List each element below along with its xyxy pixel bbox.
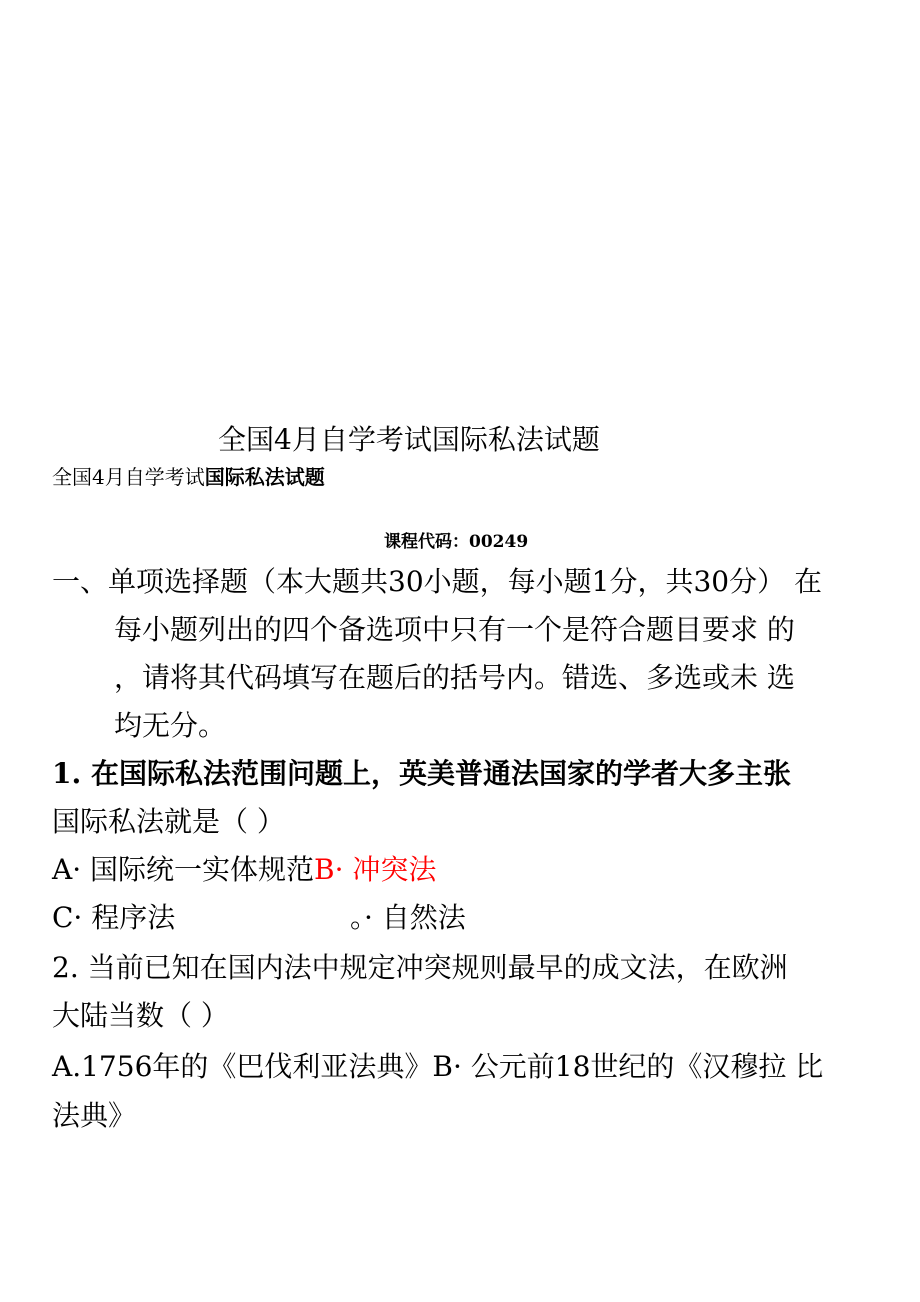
question-1 bbox=[52, 750, 878, 798]
document-subtitle bbox=[52, 461, 325, 490]
question-1-options-cd bbox=[52, 894, 878, 942]
question-1-option-d: 。· 自然法 bbox=[350, 901, 466, 934]
question-1-option-b: B· 冲突法 bbox=[314, 853, 437, 886]
question-2-cont bbox=[52, 992, 878, 1040]
question-1-cont bbox=[52, 798, 878, 846]
question-2-line-2: 大陆当数（ ） bbox=[52, 999, 229, 1032]
section-1-line-4: 均无分。 bbox=[114, 709, 227, 742]
question-1-option-a: A· 国际统一实体规范 bbox=[52, 853, 315, 886]
question-2-options-ab bbox=[52, 1043, 878, 1091]
course-code: 课程代码：00249 bbox=[384, 532, 529, 552]
question-1-option-c: C· 程序法 bbox=[52, 901, 176, 934]
question-2 bbox=[52, 944, 878, 992]
question-1-options-ab bbox=[52, 846, 878, 894]
question-2-option-ab-cont: 法典》 bbox=[52, 1099, 137, 1132]
subtitle-part-2: 国际私法试题 bbox=[204, 465, 325, 489]
question-2-option-ab: A.1756年的《巴伐利亚法典》B· 公元前18世纪的《汉穆拉 比 bbox=[52, 1050, 824, 1083]
section-1-instructions bbox=[52, 558, 878, 750]
subtitle-part-1: 全国4月自学考试 bbox=[52, 465, 205, 489]
question-2-line-1: 2. 当前已知在国内法中规定冲突规则最早的成文法，在欧洲 bbox=[52, 951, 788, 984]
question-2-options-ab-cont bbox=[52, 1092, 878, 1140]
section-1-line-2: 每小题列出的四个备选项中只有一个是符合题目要求 的 bbox=[114, 613, 795, 646]
section-1-line-1: 一、单项选择题（本大题共30小题，每小题1分，共30分） 在 bbox=[52, 565, 822, 598]
document-title: 全国4月自学考试国际私法试题 bbox=[218, 423, 600, 456]
question-1-line-2: 国际私法就是（ ） bbox=[52, 805, 285, 838]
question-1-line-1: 1. 在国际私法范围问题上，英美普通法国家的学者大多主张 bbox=[52, 757, 791, 790]
section-1-line-3: ，请将其代码填写在题后的括号内。错选、多选或未 选 bbox=[114, 661, 795, 694]
